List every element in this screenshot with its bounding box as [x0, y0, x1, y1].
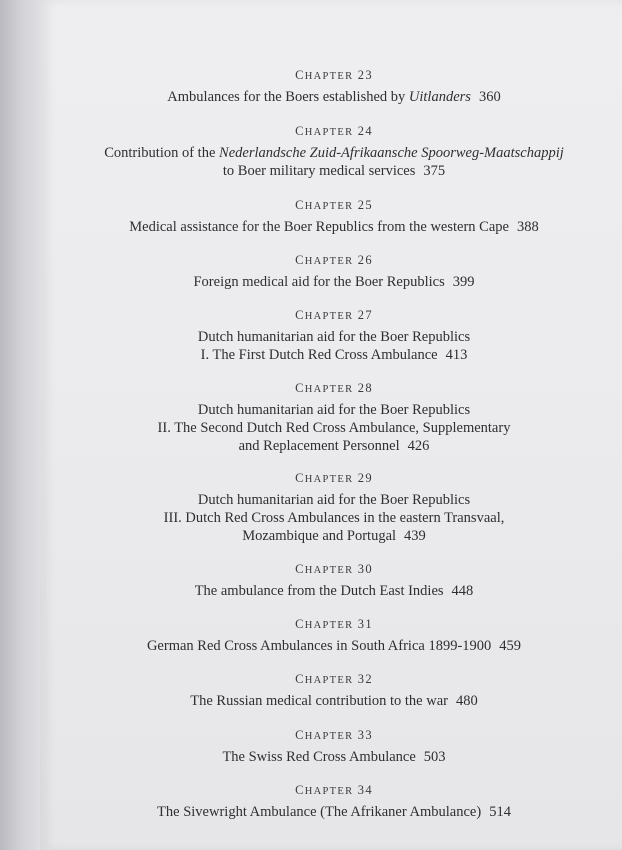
chapter-heading: [40, 617, 622, 633]
title-text: The ambulance from the Dutch East Indies: [194, 583, 444, 599]
chapter-word-rest: HAPTER: [304, 786, 354, 797]
chapter-title-line: [40, 637, 622, 655]
title-text: Mozambique and Portugal: [242, 528, 397, 544]
chapter-number: 33: [353, 728, 373, 742]
chapter-heading: [40, 198, 622, 214]
chapter-title-line: [40, 218, 622, 236]
chapter-heading: [40, 253, 622, 269]
toc-entry-chapter-32: [40, 672, 622, 710]
title-text: Dutch humanitarian aid for the Boer Republics: [197, 492, 471, 508]
chapter-word-rest: HAPTER: [304, 311, 354, 322]
toc-entry-chapter-25: [40, 198, 622, 236]
page-number: 480: [455, 693, 478, 709]
toc-entry-chapter-34: [40, 783, 622, 821]
page-number: 439: [404, 528, 426, 544]
title-text: The Russian medical contribution to the war: [190, 693, 448, 709]
chapter-word-initial: C: [295, 198, 305, 212]
title-text: Dutch humanitarian aid for the Boer Republics: [197, 402, 471, 418]
chapter-word-initial: C: [295, 617, 305, 631]
chapter-heading: [40, 68, 622, 84]
page-number: 503: [423, 749, 446, 765]
chapter-number: 26: [353, 253, 373, 267]
chapter-word-rest: HAPTER: [304, 675, 354, 686]
chapter-title-line: [40, 401, 622, 419]
title-text: German Red Cross Ambulances in South Africa 1899-1900: [146, 638, 492, 654]
chapter-heading: [40, 672, 622, 688]
chapter-number: 25: [353, 198, 373, 212]
title-text: Dutch humanitarian aid for the Boer Republics: [197, 329, 471, 345]
chapter-title-line: [40, 582, 622, 600]
chapter-title-line: [40, 162, 622, 180]
chapter-title-line: [40, 328, 622, 346]
chapter-word-initial: C: [295, 68, 305, 82]
title-text: Foreign medical aid for the Boer Republics: [193, 274, 445, 290]
chapter-title-line: [40, 527, 622, 545]
toc-entry-chapter-33: [40, 728, 622, 766]
chapter-number: 29: [353, 471, 373, 485]
chapter-number: 28: [353, 381, 373, 395]
toc-entry-chapter-28: [40, 381, 622, 455]
title-text: I. The First Dutch Red Cross Ambulance: [200, 347, 438, 363]
page-number: 360: [478, 89, 501, 105]
chapter-title-line: [40, 509, 622, 527]
chapter-number: 24: [353, 124, 373, 138]
chapter-word-rest: HAPTER: [304, 731, 354, 742]
toc-entry-chapter-30: [40, 562, 622, 600]
chapter-number: 30: [353, 562, 373, 576]
chapter-title-line: [40, 692, 622, 710]
chapter-title-line: [40, 803, 622, 821]
chapter-word-initial: C: [295, 783, 305, 797]
chapter-heading: [40, 124, 622, 140]
page-number: 399: [452, 274, 475, 290]
chapter-word-initial: C: [295, 672, 305, 686]
toc-entry-chapter-26: [40, 253, 622, 291]
title-text: to Boer military medical services: [222, 163, 416, 179]
toc-entry-chapter-29: [40, 471, 622, 545]
chapter-word-rest: HAPTER: [304, 201, 354, 212]
chapter-title-line: [40, 748, 622, 766]
chapter-title-line: [40, 491, 622, 509]
chapter-word-initial: C: [295, 308, 305, 322]
toc-entry-chapter-27: [40, 308, 622, 364]
chapter-word-rest: HAPTER: [304, 565, 354, 576]
chapter-title-line: [40, 88, 622, 106]
chapter-number: 23: [353, 68, 373, 82]
title-text: Contribution of the: [104, 145, 220, 161]
page-number: 426: [407, 438, 430, 454]
toc-entry-chapter-23: [40, 68, 622, 106]
page-number: 388: [516, 219, 539, 235]
chapter-number: 34: [353, 783, 373, 797]
chapter-number: 32: [353, 672, 373, 686]
chapter-word-initial: C: [295, 124, 305, 138]
title-text: Ambulances for the Boers established by: [167, 89, 409, 105]
chapter-heading: [40, 381, 622, 397]
chapter-word-initial: C: [295, 562, 305, 576]
chapter-title-line: [40, 437, 622, 455]
page-number: 459: [499, 638, 522, 654]
chapter-word-rest: HAPTER: [304, 474, 354, 485]
chapter-title-line: [40, 419, 622, 437]
chapter-title-line: [40, 273, 622, 291]
chapter-word-rest: HAPTER: [304, 127, 354, 138]
chapter-title-line: [40, 144, 622, 162]
chapter-word-rest: HAPTER: [304, 620, 354, 631]
page-number: 448: [451, 583, 474, 599]
page-number: 375: [423, 163, 446, 179]
title-text: The Swiss Red Cross Ambulance: [222, 749, 416, 765]
toc-entry-chapter-24: [40, 124, 622, 180]
chapter-word-rest: HAPTER: [304, 384, 354, 395]
book-page: [40, 0, 622, 850]
chapter-word-initial: C: [295, 471, 305, 485]
chapter-heading: [40, 562, 622, 578]
chapter-heading: [40, 471, 622, 487]
chapter-number: 31: [353, 617, 373, 631]
chapter-word-rest: HAPTER: [304, 71, 354, 82]
title-text: The Sivewright Ambulance (The Afrikaner Ambulance): [157, 804, 482, 820]
title-text: II. The Second Dutch Red Cross Ambulance, Supplementary: [157, 420, 511, 436]
chapter-heading: [40, 783, 622, 799]
chapter-word-initial: C: [295, 728, 305, 742]
chapter-word-initial: C: [295, 381, 305, 395]
title-text: and Replacement Personnel: [238, 438, 400, 454]
chapter-word-initial: C: [295, 253, 305, 267]
title-text: Medical assistance for the Boer Republics from the western Cape: [129, 219, 509, 235]
title-text: III. Dutch Red Cross Ambulances in the eastern Transvaal,: [163, 510, 505, 526]
title-italic-text: Nederlandsche Zuid-Afrikaansche Spoorweg-Maatschappij: [219, 145, 564, 161]
chapter-number: 27: [353, 308, 373, 322]
page-number: 413: [445, 347, 468, 363]
chapter-heading: [40, 728, 622, 744]
chapter-title-line: [40, 346, 622, 364]
chapter-word-rest: HAPTER: [304, 256, 354, 267]
chapter-heading: [40, 308, 622, 324]
title-italic-text: Uitlanders: [408, 89, 471, 105]
toc-entry-chapter-31: [40, 617, 622, 655]
page-number: 514: [489, 804, 511, 820]
